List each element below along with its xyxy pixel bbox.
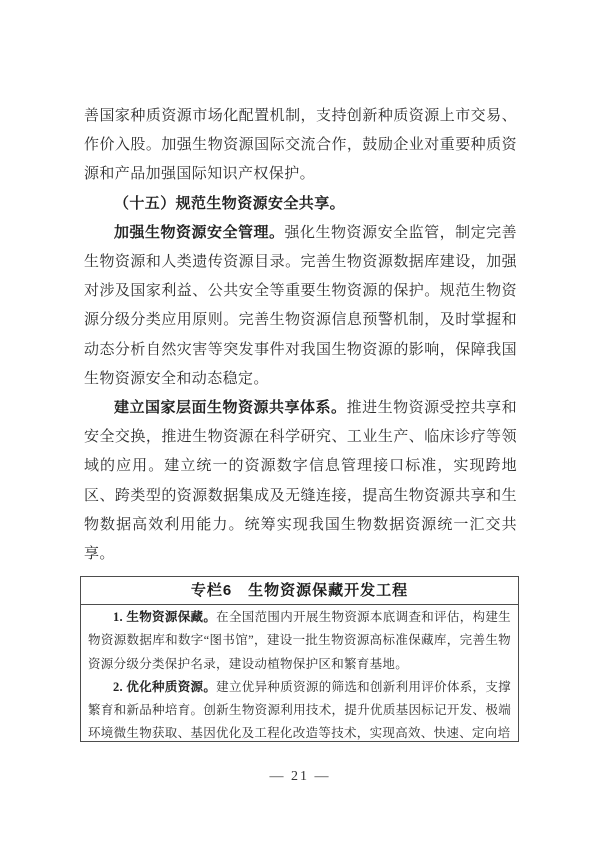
paragraph-security-text: 强化生物资源安全监管，制定完善生物资源和人类遗传资源目录。完善生物资源数据库建设，加强对涉及国家利益、公共安全等重要生物资源的保护。规范生物资源分级分类应用原则。完善生物资源信息预警机制，及时掌握和动态分析自然灾害等突发事件对我国生物资源的影响，保障我国生物资源安全和动态稳定。 [84, 224, 517, 387]
body-text-block [84, 102, 517, 569]
column-box-item-2 [88, 676, 511, 742]
column-box-item-2-text: 建立优异种质资源的筛选和创新利用评价体系，支撑繁育和新品种培育。创新生物资源利用技术，提升优质基因标记开发、极端环境微生物获取、基因优化及工程化改造等技术，实现高效、快速、定向培 [88, 679, 511, 741]
paragraph-security [84, 219, 517, 394]
section-heading: （十五）规范生物资源安全共享。 [114, 195, 346, 212]
column-box-item-1-lead: 1. 生物资源保藏。 [113, 610, 217, 624]
column-box-item-1-text: 在全国范围内开展生物资源本底调查和评估，构建生物资源数据库和数字“图书馆”，建设一批生物资源高标准保藏库，完善生物资源分级分类保护名录，建设动植物保护区和繁育基地。 [88, 610, 511, 671]
paragraph-sharing-text: 推进生物资源受控共享和安全交换，推进生物资源在科学研究、工业生产、临床诊疗等领域的应用。建立统一的资源数字信息管理接口标准，实现跨地区、跨类型的资源数据集成及无缝连接，提高生物资源共享和生物数据高效利用能力。统筹实现我国生物数据资源统一汇交共享。 [84, 400, 517, 563]
column-box-body [81, 605, 518, 742]
paragraph-sharing [84, 394, 517, 569]
page-number: — 21 — [269, 769, 331, 784]
paragraph-continuation: 善国家种质资源市场化配置机制，支持创新种质资源上市交易、作价入股。加强生物资源国际交流合作，鼓励企业对重要种质资源和产品加强国际知识产权保护。 [84, 108, 517, 183]
column-box-title: 专栏6 生物资源保藏开发工程 [81, 577, 518, 605]
column-box-item-2-lead: 2. 优化种质资源。 [113, 679, 217, 694]
feature-column-box [80, 576, 519, 742]
paragraph-sharing-lead: 建立国家层面生物资源共享体系。 [114, 400, 347, 417]
paragraph-security-lead: 加强生物资源安全管理。 [114, 224, 285, 241]
column-box-item-1 [88, 606, 511, 676]
